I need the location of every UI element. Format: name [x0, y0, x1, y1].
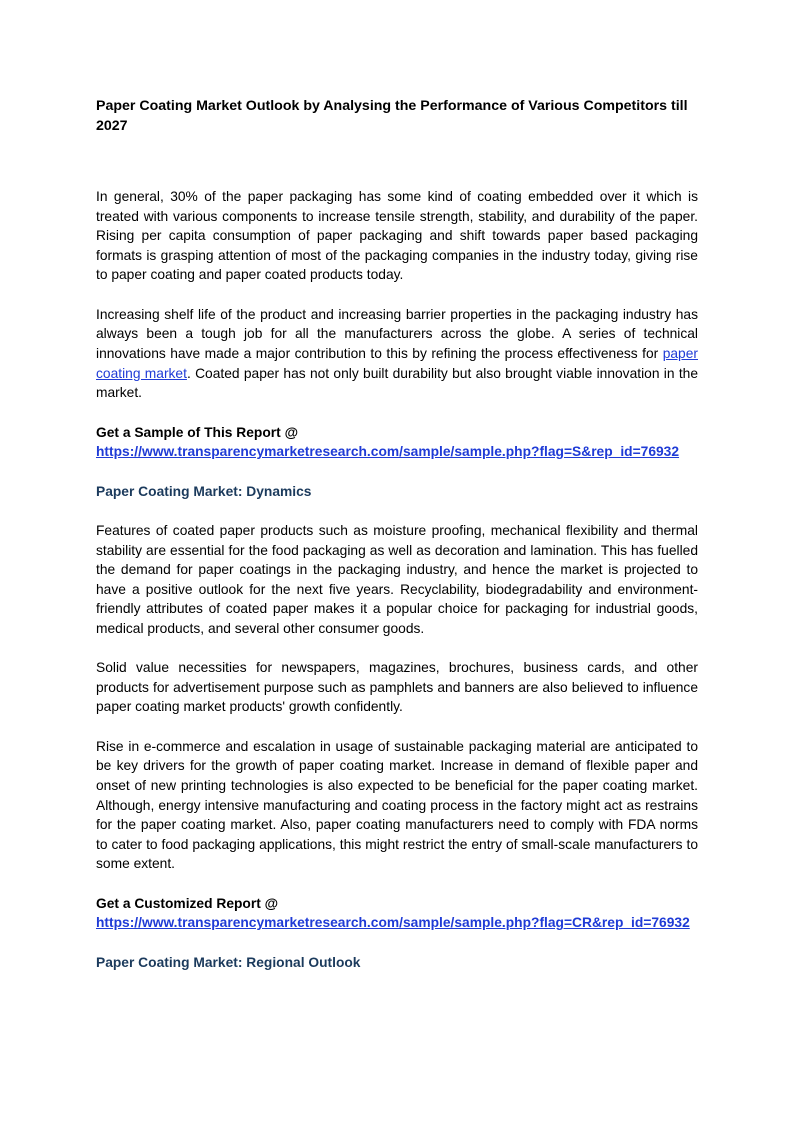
- paper-coating-market-link[interactable]: paper coating market: [96, 345, 698, 381]
- innovation-paragraph: [96, 305, 698, 403]
- innovation-paragraph-text-after: . Coated paper has not only built durability but also brought viable innovation in the market.: [96, 365, 698, 401]
- dynamics-heading: Paper Coating Market: Dynamics: [96, 483, 312, 499]
- innovation-paragraph-text-before: Increasing shelf life of the product and increasing barrier properties in the packaging industry has always been a tough job for all the manufacturers across the globe. A series of technical innovations have made a major contribution to this by refining the process effectiveness for: [96, 306, 698, 361]
- regional-outlook-heading: Paper Coating Market: Regional Outlook: [96, 954, 361, 970]
- document-title: Paper Coating Market Outlook by Analysing the Performance of Various Competitors till 2027: [96, 98, 688, 134]
- intro-paragraph: In general, 30% of the paper packaging has some kind of coating embedded over it which is treated with various components to increase tensile strength, stability, and durability of the paper. Rising per capita consumption of paper packaging and shift towards paper based packaging formats is grasping attention of most of the packaging companies in the industry today, giving rise to paper coating and paper coated products today.: [96, 189, 698, 283]
- customized-report-label: Get a Customized Report @: [96, 895, 279, 911]
- sample-report-label: Get a Sample of This Report @: [96, 424, 299, 440]
- customized-report-link[interactable]: https://www.transparencymarketresearch.com/sample/sample.php?flag=CR&rep_id=76932: [96, 915, 690, 931]
- spacer: [96, 136, 698, 187]
- dynamics-paragraph-3: Rise in e-commerce and escalation in usage of sustainable packaging material are anticipated to be key drivers for the growth of paper coating market. Increase in demand of flexible paper and onset of new printing technologies is also expected to be beneficial for the paper coating market. Although, energy intensive manufacturing and coating process in the factory might act as restrains for the paper coating market. Also, paper coating manufacturers need to comply with FDA norms to cater to food packaging applications, this might restrict the entry of small-scale manufacturers to some extent.: [96, 738, 698, 872]
- dynamics-paragraph-1: Features of coated paper products such as moisture proofing, mechanical flexibility and thermal stability are essential for the food packaging as well as decoration and lamination. This has fuelled the demand for paper coatings in the packaging industry, and hence the market is projected to have a positive outlook for the next five years. Recyclability, biodegradability and environment-friendly attributes of coated paper makes it a popular choice for packaging for industrial goods, medical products, and several other consumer goods.: [96, 522, 698, 636]
- document-page: [96, 96, 698, 992]
- customized-report-block: [96, 894, 698, 933]
- sample-report-link[interactable]: https://www.transparencymarketresearch.com/sample/sample.php?flag=S&rep_id=76932: [96, 444, 680, 460]
- sample-report-block: [96, 423, 698, 462]
- dynamics-paragraph-2: Solid value necessities for newspapers, magazines, brochures, business cards, and other products for advertisement purpose such as pamphlets and banners are also believed to influence paper coating market products' growth confidently.: [96, 660, 698, 715]
